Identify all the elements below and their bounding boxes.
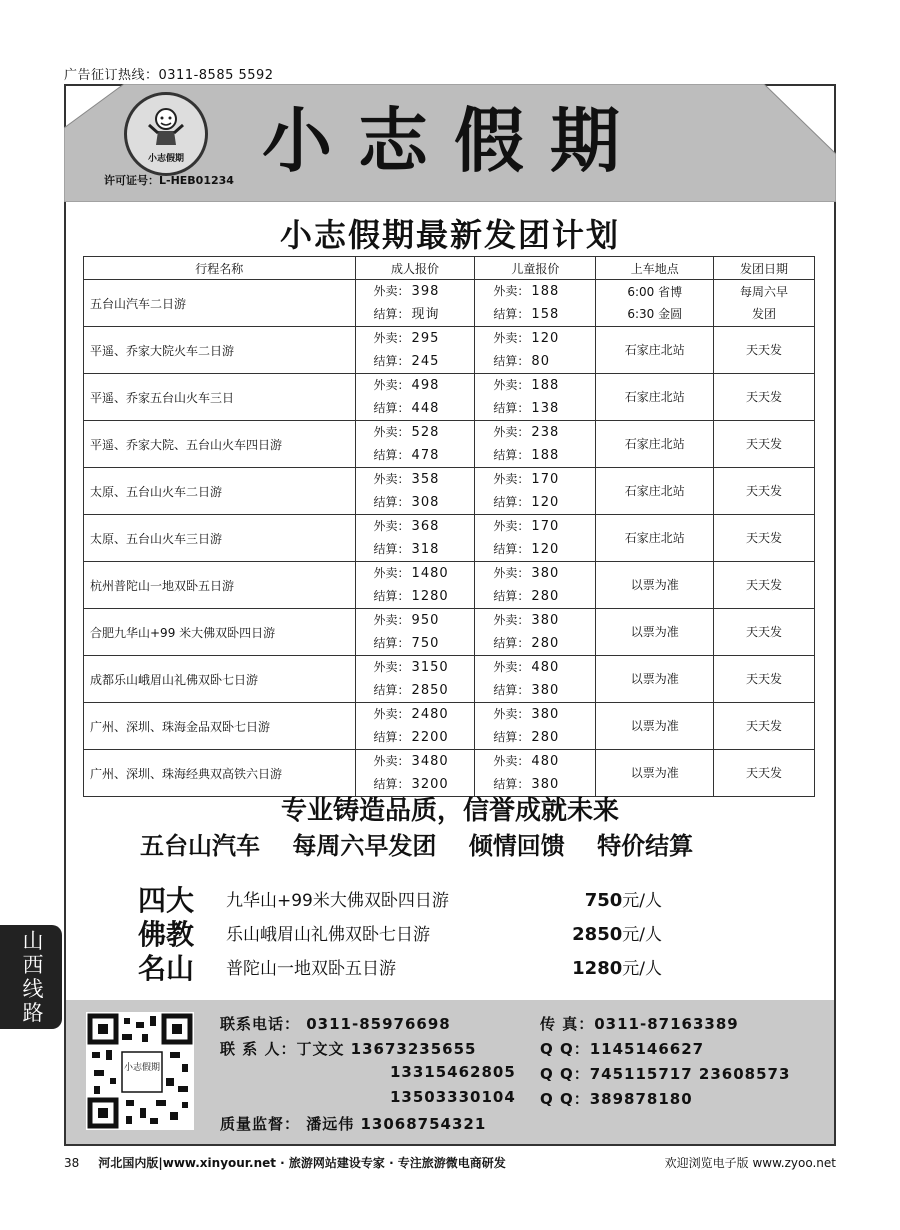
promo-weekly: 每周六早发团 bbox=[292, 832, 437, 860]
boarding-place: 6:00 省博 6:30 金圆 bbox=[596, 280, 714, 327]
departure-date: 天天发 bbox=[714, 750, 815, 797]
route-name: 广州、深圳、珠海经典双高铁六日游 bbox=[84, 750, 356, 797]
header-route: 行程名称 bbox=[84, 257, 356, 280]
four-mountains-heading bbox=[138, 884, 208, 986]
page-number: 38 bbox=[64, 1156, 80, 1170]
tour-price: 750元/人 bbox=[584, 890, 662, 911]
adult-price: 外卖： 3150 结算： 2850 bbox=[355, 656, 475, 703]
table-row bbox=[84, 562, 815, 609]
license-number: 许可证号：L-HEB01234 bbox=[104, 174, 234, 187]
departure-date: 天天发 bbox=[714, 656, 815, 703]
departure-date: 天天发 bbox=[714, 374, 815, 421]
child-price: 外卖： 480 结算： 380 bbox=[475, 750, 596, 797]
table-row bbox=[84, 656, 815, 703]
adult-price: 外卖： 498 结算： 448 bbox=[355, 374, 475, 421]
brand-name: 小志假期 bbox=[262, 100, 646, 182]
table-row bbox=[84, 327, 815, 374]
departure-date: 天天发 bbox=[714, 468, 815, 515]
table-body bbox=[84, 280, 815, 797]
tour-name: 九华山+99米大佛双卧四日游 bbox=[226, 891, 449, 911]
contact-mobile-2: 13315462805 bbox=[390, 1063, 516, 1081]
footer-right[interactable]: 欢迎浏览电子版 www.zyoo.net bbox=[664, 1156, 836, 1170]
route-name: 成都乐山峨眉山礼佛双卧七日游 bbox=[84, 656, 356, 703]
child-price: 外卖： 188 结算： 138 bbox=[475, 374, 596, 421]
child-price: 外卖： 380 结算： 280 bbox=[475, 562, 596, 609]
footer-site[interactable]: 河北国内版|www.xinyour.net · 旅游网站建设专家 · 专注旅游微电商研发 bbox=[98, 1156, 506, 1170]
boarding-place: 以票为准 bbox=[596, 656, 714, 703]
qr-code-icon bbox=[86, 1012, 194, 1130]
route-name: 平遥、乔家大院火车二日游 bbox=[84, 327, 356, 374]
table-row bbox=[84, 609, 815, 656]
footer-left bbox=[64, 1154, 506, 1171]
departure-date: 天天发 bbox=[714, 703, 815, 750]
route-name: 广州、深圳、珠海金品双卧七日游 bbox=[84, 703, 356, 750]
contact-qq-2: Q Q：745115717 23608573 bbox=[540, 1065, 791, 1083]
departure-date: 天天发 bbox=[714, 327, 815, 374]
tour-plan-table bbox=[83, 256, 815, 797]
qr-code[interactable] bbox=[86, 1012, 194, 1130]
boarding-place: 石家庄北站 bbox=[596, 374, 714, 421]
departure-date: 每周六早 发团 bbox=[714, 280, 815, 327]
heading-line-1: 四大 bbox=[138, 884, 195, 917]
table-header-row bbox=[84, 257, 815, 280]
adult-price: 外卖： 295 结算： 245 bbox=[355, 327, 475, 374]
brand-logo bbox=[124, 92, 208, 176]
child-price: 外卖： 170 结算： 120 bbox=[475, 468, 596, 515]
departure-date: 天天发 bbox=[714, 609, 815, 656]
boarding-place: 以票为准 bbox=[596, 609, 714, 656]
boarding-place: 石家庄北站 bbox=[596, 468, 714, 515]
tour-price: 1280元/人 bbox=[572, 958, 662, 979]
header-boarding-place: 上车地点 bbox=[596, 257, 714, 280]
table-row bbox=[84, 374, 815, 421]
route-name: 平遥、乔家五台山火车三日 bbox=[84, 374, 356, 421]
route-name: 合肥九华山+99 米大佛双卧四日游 bbox=[84, 609, 356, 656]
adult-price: 外卖： 358 结算： 308 bbox=[355, 468, 475, 515]
table-row bbox=[84, 421, 815, 468]
list-item bbox=[226, 918, 696, 952]
route-name: 五台山汽车二日游 bbox=[84, 280, 356, 327]
boarding-place: 以票为准 bbox=[596, 750, 714, 797]
contact-phone: 联系电话： 0311-85976698 bbox=[220, 1015, 451, 1033]
contact-qq-1: Q Q：1145146627 bbox=[540, 1040, 705, 1058]
page-title: 小志假期最新发团计划 bbox=[279, 216, 620, 254]
child-price: 外卖： 188 结算： 158 bbox=[475, 280, 596, 327]
contact-qq-3: Q Q：389878180 bbox=[540, 1090, 693, 1108]
boarding-place: 石家庄北站 bbox=[596, 327, 714, 374]
departure-date: 天天发 bbox=[714, 421, 815, 468]
qr-center-text: 小志假期 bbox=[123, 1063, 161, 1073]
contact-fax: 传 真：0311-87163389 bbox=[540, 1015, 739, 1033]
shanxi-routes-tab bbox=[0, 925, 62, 1029]
list-item bbox=[226, 884, 696, 918]
tour-price: 2850元/人 bbox=[572, 924, 662, 945]
contact-person: 联 系 人：丁文文 13673235655 bbox=[220, 1040, 477, 1058]
promo-special: 特价结算 bbox=[597, 832, 694, 860]
ad-hotline: 广告征订热线：0311-8585 5592 bbox=[64, 68, 274, 83]
boarding-place: 以票为准 bbox=[596, 562, 714, 609]
adult-price: 外卖： 528 结算： 478 bbox=[355, 421, 475, 468]
adult-price: 外卖： 368 结算： 318 bbox=[355, 515, 475, 562]
child-price: 外卖： 238 结算： 188 bbox=[475, 421, 596, 468]
table-row bbox=[84, 468, 815, 515]
slogan-quality: 专业铸造品质，信誉成就未来 bbox=[280, 796, 619, 826]
header-departure-date: 发团日期 bbox=[714, 257, 815, 280]
adult-price: 外卖： 950 结算： 750 bbox=[355, 609, 475, 656]
mascot-icon bbox=[146, 105, 186, 149]
promo-feedback: 倾情回馈 bbox=[468, 832, 565, 860]
logo-text: 小志假期 bbox=[147, 153, 184, 164]
table-row bbox=[84, 703, 815, 750]
table-row bbox=[84, 515, 815, 562]
slogan-promo bbox=[140, 826, 711, 861]
header-adult-price: 成人报价 bbox=[355, 257, 475, 280]
contact-mobile-3: 13503330104 bbox=[390, 1088, 516, 1106]
adult-price: 外卖： 2480 结算： 2200 bbox=[355, 703, 475, 750]
child-price: 外卖： 380 结算： 280 bbox=[475, 703, 596, 750]
side-tab-label: 山西线路 bbox=[22, 929, 44, 1025]
tour-name: 乐山峨眉山礼佛双卧七日游 bbox=[226, 925, 430, 945]
header-child-price: 儿童报价 bbox=[475, 257, 596, 280]
route-name: 杭州普陀山一地双卧五日游 bbox=[84, 562, 356, 609]
adult-price: 外卖： 3480 结算： 3200 bbox=[355, 750, 475, 797]
tour-name: 普陀山一地双卧五日游 bbox=[226, 959, 396, 979]
boarding-place: 以票为准 bbox=[596, 703, 714, 750]
child-price: 外卖： 120 结算： 80 bbox=[475, 327, 596, 374]
contact-quality: 质量监督： 潘远伟 13068754321 bbox=[220, 1115, 487, 1133]
departure-date: 天天发 bbox=[714, 515, 815, 562]
table-row bbox=[84, 280, 815, 327]
heading-line-2: 佛教 bbox=[138, 918, 195, 951]
boarding-place: 石家庄北站 bbox=[596, 421, 714, 468]
child-price: 外卖： 480 结算： 380 bbox=[475, 656, 596, 703]
route-name: 平遥、乔家大院、五台山火车四日游 bbox=[84, 421, 356, 468]
four-mountains-tours bbox=[226, 884, 696, 986]
child-price: 外卖： 170 结算： 120 bbox=[475, 515, 596, 562]
adult-price: 外卖： 1480 结算： 1280 bbox=[355, 562, 475, 609]
list-item bbox=[226, 952, 696, 986]
heading-line-3: 名山 bbox=[138, 952, 195, 985]
child-price: 外卖： 380 结算： 280 bbox=[475, 609, 596, 656]
route-name: 太原、五台山火车三日游 bbox=[84, 515, 356, 562]
adult-price: 外卖： 398 结算： 现询 bbox=[355, 280, 475, 327]
departure-date: 天天发 bbox=[714, 562, 815, 609]
route-name: 太原、五台山火车二日游 bbox=[84, 468, 356, 515]
promo-wutai: 五台山汽车 bbox=[140, 832, 260, 860]
boarding-place: 石家庄北站 bbox=[596, 515, 714, 562]
